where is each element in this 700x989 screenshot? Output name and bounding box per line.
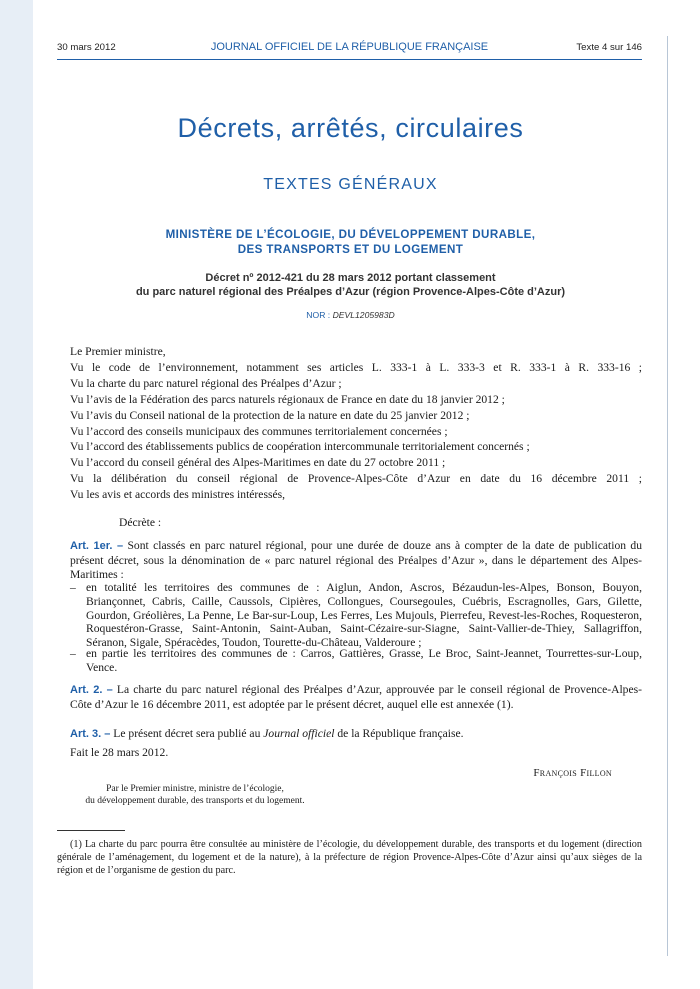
article-1-text: Sont classés en parc naturel régional, pour une durée de douze ans à compter de la date de publication du présent décret, sous la dénomination de « parc naturel régional des Préalpes d’Azur », dans le département des Alpes-Maritimes : <box>70 539 643 581</box>
article-2 <box>70 683 642 712</box>
countersignature <box>57 783 333 807</box>
nor-label: NOR : <box>306 310 331 320</box>
signatory-name: François Fillon <box>533 767 612 779</box>
page-header <box>57 42 642 58</box>
nor-value: DEVL1205983D <box>332 310 395 320</box>
footnote: (1) La charte du parc pourra être consultée au ministère de l’écologie, du développement durable, des transports et du logement (direction générale de l’aménagement, du logement et de la nature), à la préfecture de région Provence-Alpes-Côte d’Azur ainsi qu’aux sièges de la région et de l’organisme de gestion du parc. <box>57 839 642 876</box>
list-dash: – <box>70 647 76 660</box>
visa-line: Vu l’accord du conseil général des Alpes-Maritimes en date du 27 octobre 2011 ; <box>70 456 446 470</box>
left-margin-band <box>0 0 33 989</box>
rubrique-title: Décrets, arrêtés, circulaires <box>177 113 524 143</box>
fait-date: Fait le 28 mars 2012. <box>70 746 169 759</box>
ministere-line-1: MINISTÈRE DE L’ÉCOLOGIE, DU DÉVELOPPEMENT DURABLE, <box>165 228 536 241</box>
header-text-number: Texte 4 sur 146 <box>576 42 642 53</box>
article-3 <box>70 727 642 742</box>
header-date: 30 mars 2012 <box>57 42 116 53</box>
list-item-text: en partie les territoires des communes de : Carros, Gattières, Grasse, Le Broc, Saint-Jeannet, Tourrettes-sur-Loup, Vence. <box>86 647 642 674</box>
ministere-line-2: DES TRANSPORTS ET DU LOGEMENT <box>237 243 464 256</box>
header-journal-title: JOURNAL OFFICIEL DE LA RÉPUBLIQUE FRANÇAISE <box>210 41 489 53</box>
visa-line: Vu l’accord des établissements publics de coopération intercommunale territorialement concernés ; <box>70 440 530 454</box>
decrete-line: Décrète : <box>119 516 162 529</box>
visa-line: Vu la charte du parc naturel régional des Préalpes d’Azur ; <box>70 376 342 390</box>
countersignature-line-2: du développement durable, des transports et du logement. <box>85 796 305 806</box>
visa-line: Le Premier ministre, <box>70 345 166 358</box>
decree-title-line-1: Décret nº 2012-421 du 28 mars 2012 portant classement <box>205 272 496 284</box>
article-3-text-before: Le présent décret sera publié au <box>113 727 261 740</box>
countersignature-line-1: Par le Premier ministre, ministre de l’écologie, <box>106 784 284 794</box>
visa-line: Vu l’avis du Conseil national de la protection de la nature en date du 25 janvier 2012 ; <box>70 408 470 422</box>
visas-block <box>70 344 642 503</box>
visa-line: Vu les avis et accords des ministres intéressés, <box>70 488 286 502</box>
section-title: TEXTES GÉNÉRAUX <box>263 176 438 193</box>
decree-title <box>33 272 668 299</box>
article-3-text-after: de la République française. <box>337 727 464 740</box>
article-2-text: La charte du parc naturel régional des Préalpes d’Azur, approuvée par le conseil régional de Provence-Alpes-Côte d’Azur le 16 décembre 2011, est adoptée par le présent décret, auquel elle est annexée (1). <box>70 683 642 711</box>
article-1 <box>70 539 642 581</box>
visa-line: Vu l’accord des conseils municipaux des communes territorialement concernées ; <box>70 424 448 438</box>
article-3-label: Art. 3. – <box>70 728 111 740</box>
nor-reference <box>33 310 668 320</box>
list-dash: – <box>70 581 76 594</box>
visa-line: Vu la délibération du conseil régional de Provence-Alpes-Côte d’Azur en date du 16 décembre 2011 ; <box>70 472 642 486</box>
ministere-heading <box>33 227 668 257</box>
list-item-text: en totalité les territoires des communes de : Aiglun, Andon, Ascros, Bézaudun-les-Alpes, Bonson, Bouyon, Briançonnet, Cabris, Caille, Caussols, Cipières, Collongues, Coursegoules, Cuébris, Escragnolles, Gars, Gilette, Gourdon, Gréolières, La Penne, Le Bar-sur-Loup, Les Ferres, Les Mujouls, Pierrefeu, Revest-les-Roches, Roquesteron, Roquestéron-Grasse, Saint-Antonin, Saint-Auban, Saint-Cézaire-sur-Siagne, Saint-Vallier-de-Thiey, Sallagriffon, Séranon, Sigale, Spéracèdes, Toudon, Tourette-du-Château, Valderoure ; <box>86 581 642 650</box>
visa-line: Vu l’avis de la Fédération des parcs naturels régionaux de France en date du 18 janvier 2012 ; <box>70 392 505 406</box>
right-margin-line <box>667 36 668 956</box>
header-divider <box>57 59 642 60</box>
list-item <box>70 647 642 675</box>
journal-officiel-italic: Journal officiel <box>263 727 335 740</box>
article-1-label: Art. 1er. – <box>70 540 124 552</box>
footnote-divider <box>57 830 125 831</box>
list-item <box>70 581 642 650</box>
visa-line: Vu le code de l’environnement, notamment ses articles L. 333-1 à L. 333-3 et R. 333-1 à R. 333-16 ; <box>70 360 642 374</box>
article-2-label: Art. 2. – <box>70 684 113 696</box>
decree-title-line-2: du parc naturel régional des Préalpes d’Azur (région Provence-Alpes-Côte d’Azur) <box>135 285 566 298</box>
